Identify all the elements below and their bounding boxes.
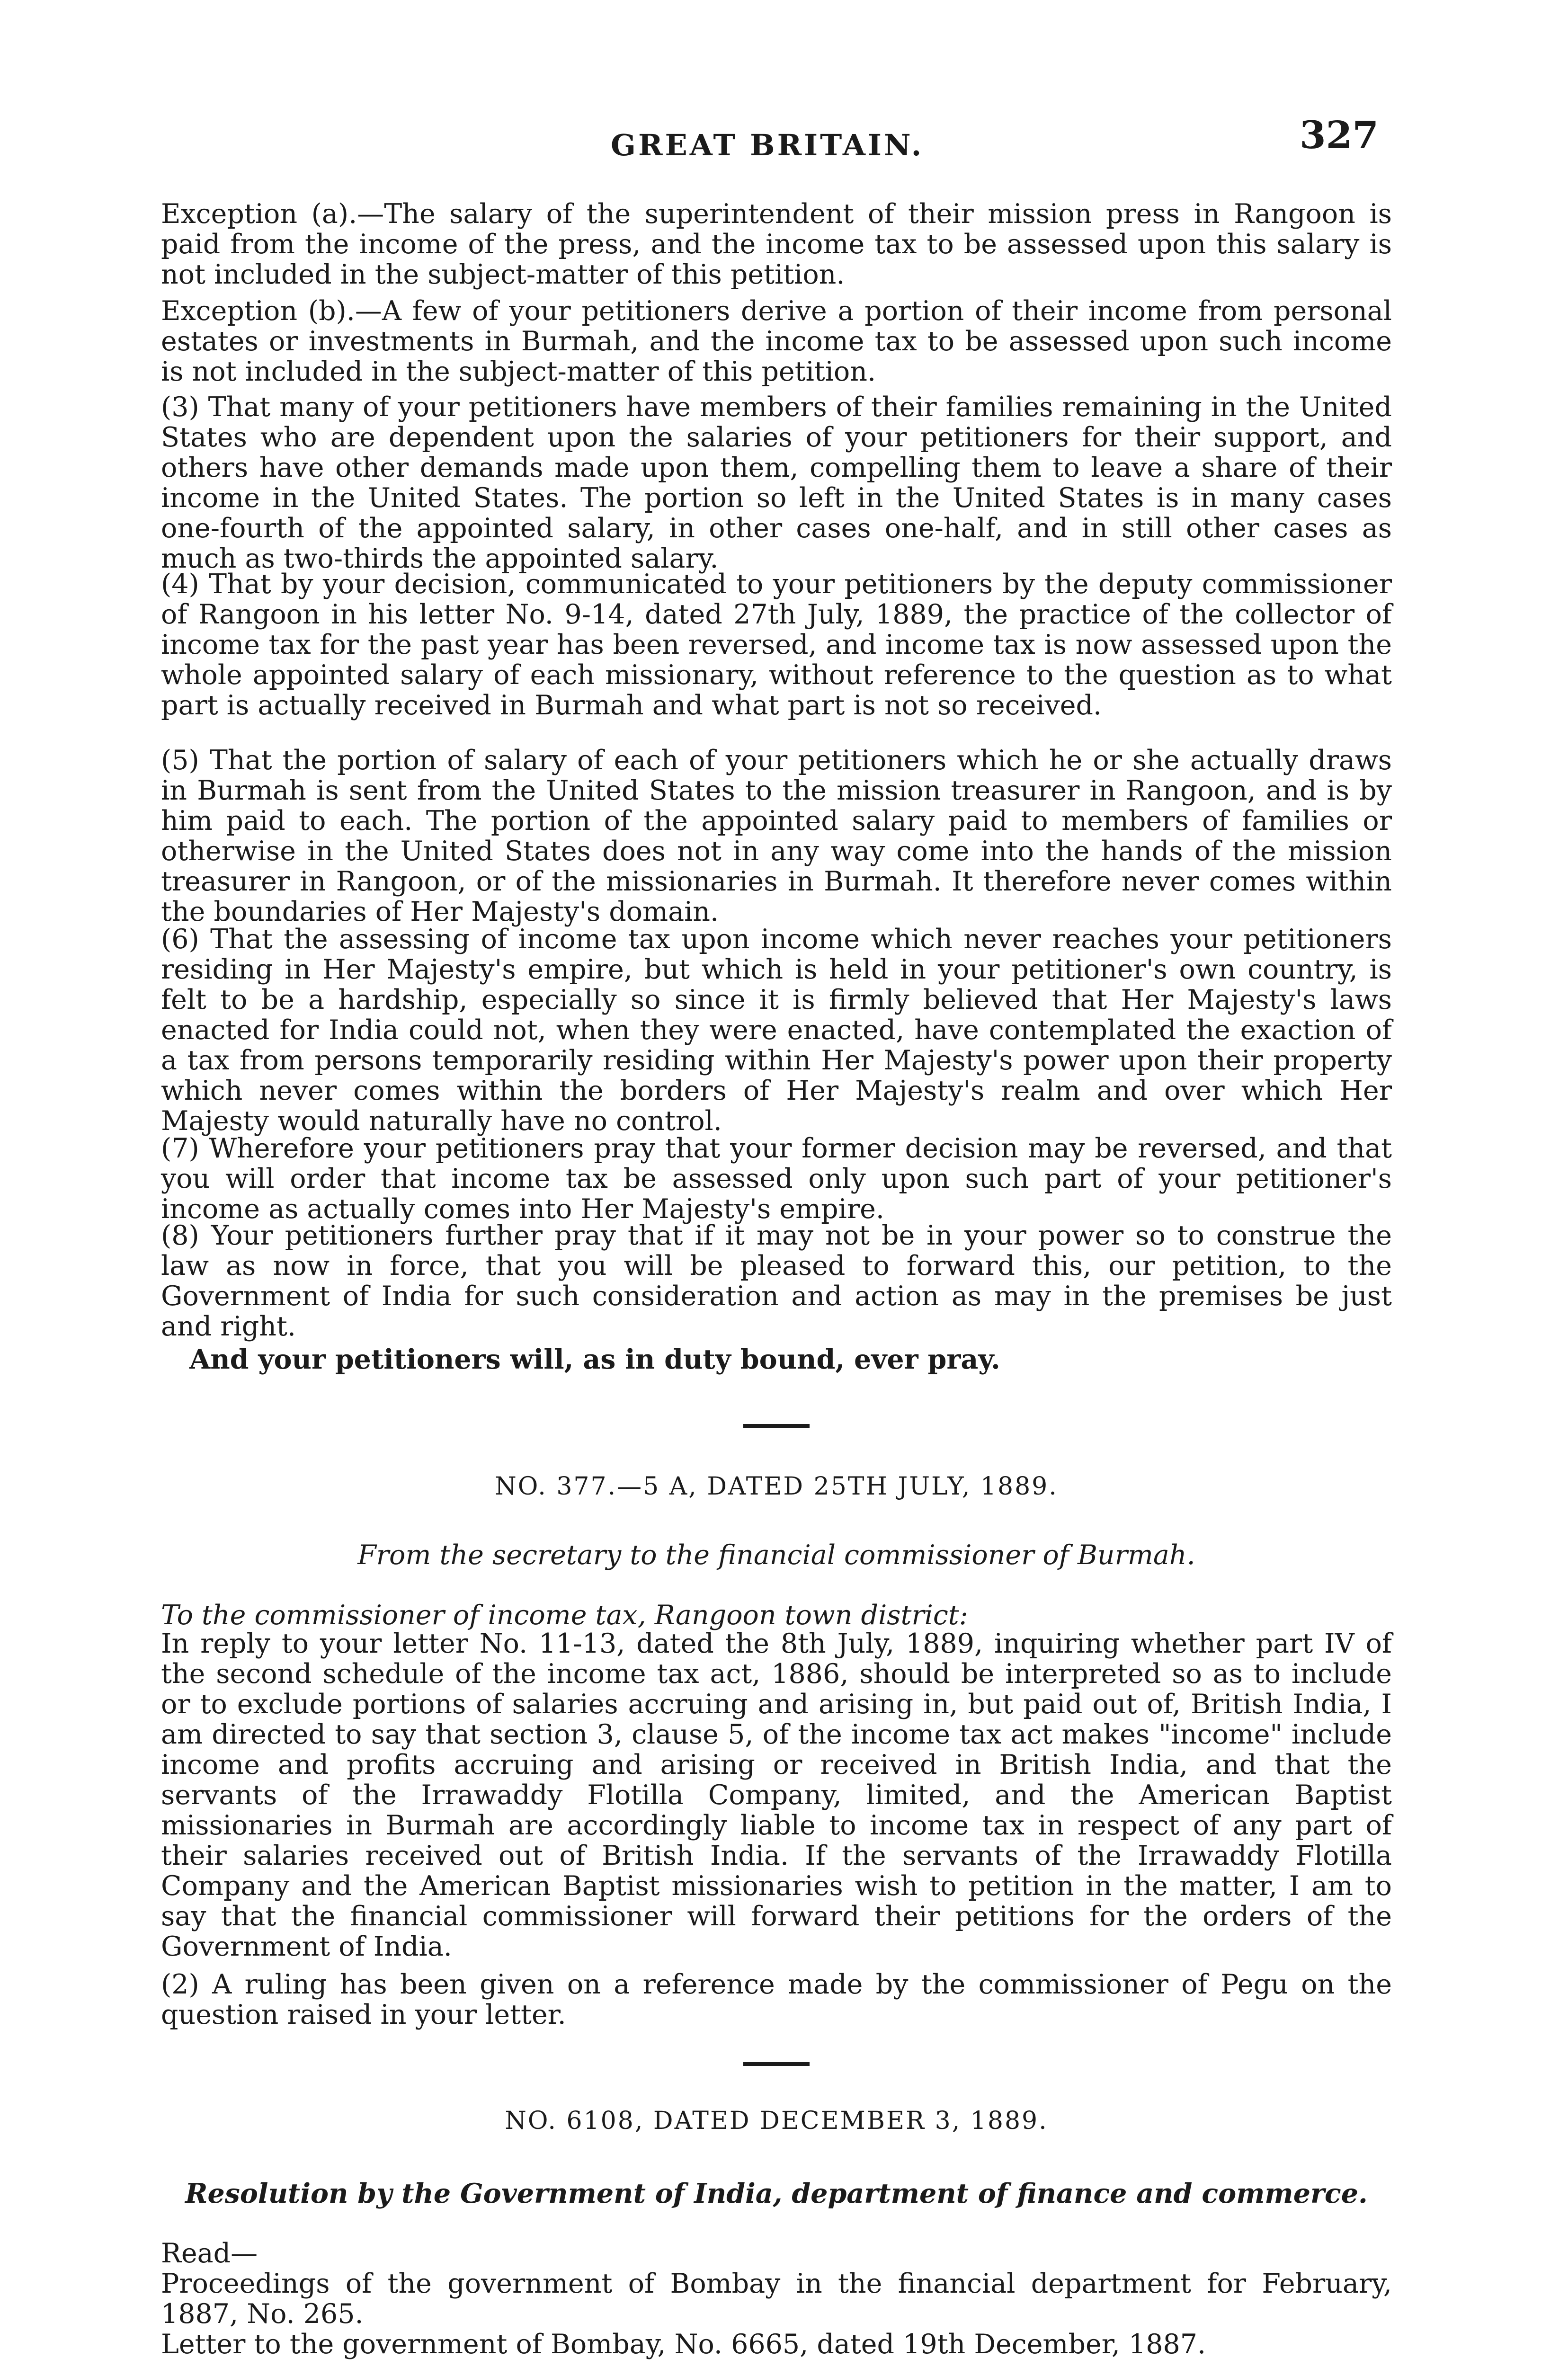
- resolution-read-label: Read—: [161, 2238, 258, 2269]
- petition-para-6: (6) That the assessing of income tax upon income which never reaches your petitioners residing in Her Majesty's empire, but which is held in your petitioner's own country, is felt to be a hardship, especially so since it is firmly believed that Her Majesty's laws enacted for India could not, when they were enacted, have contemplated the exaction of a tax from persons temporarily residing within Her Majesty's power upon their property which never comes within the borders of Her Majesty's realm and over which Her Majesty would naturally have no control.: [161, 924, 1392, 1137]
- petition-para-8: (8) Your petitioners further pray that if it may not be in your power so to construe the law as now in force, that you will be pleased to forward this, our petition, to the Government of India for such consideration and action as may in the premises be just and right.: [161, 1220, 1392, 1342]
- letter-377-heading: NO. 377.—5 A, DATED 25TH JULY, 1889.: [495, 1472, 1058, 1501]
- running-head: GREAT BRITAIN.: [611, 128, 924, 162]
- exception-b: Exception (b).—A few of your petitioners derive a portion of their income from personal estates or investments in Burmah, and the income tax to be assessed upon such income is not included in the subject-matter of this petition.: [161, 295, 1392, 387]
- letter-377-para-2: (2) A ruling has been given on a reference made by the commissioner of Pegu on the question raised in your letter.: [161, 1969, 1392, 2030]
- resolution-item-1: Proceedings of the government of Bombay in the financial department for February, 1887, No. 265.: [161, 2268, 1392, 2330]
- petition-closing: And your petitioners will, as in duty bound, ever pray.: [189, 1344, 1000, 1375]
- letter-377-from: From the secretary to the financial commissioner of Burmah.: [357, 1539, 1195, 1571]
- letter-377-para-1: In reply to your letter No. 11-13, dated the 8th July, 1889, inquiring whether part IV of the second schedule of the income tax act, 1886, should be interpreted so as to include or to exclude portions of salaries accruing and arising in, but paid out of, British India, I am directed to say that section 3, clause 5, of the income tax act makes "income" include income and profits accruing and arising or received in British India, and that the servants of the Irrawaddy Flotilla Company, limited, and the American Baptist missionaries in Burmah are accordingly liable to income tax in respect of any part of their salaries received out of British India. If the servants of the Irrawaddy Flotilla Company and the American Baptist missionaries wish to petition in the matter, I am to say that the financial commissioner will forward their petitions for the orders of the Government of India.: [161, 1628, 1392, 1962]
- resolution-title: Resolution by the Government of India, department of finance and commerce.: [185, 2178, 1368, 2209]
- page-number: 327: [1300, 113, 1379, 157]
- resolution-item-2: Letter to the government of Bombay, No. 6665, dated 19th December, 1887.: [161, 2329, 1206, 2360]
- petition-para-5: (5) That the portion of salary of each of your petitioners which he or she actually draws in Burmah is sent from the United States to the mission treasurer in Rangoon, and is by him paid to each. The portion of the appointed salary paid to members of families or otherwise in the United States does not in any way come into the hands of the mission treasurer in Rangoon, or of the missionaries in Burmah. It therefore never comes within the boundaries of Her Majesty's domain.: [161, 745, 1392, 927]
- resolution-heading: NO. 6108, DATED DECEMBER 3, 1889.: [505, 2107, 1048, 2135]
- section-divider: [743, 1424, 810, 1428]
- letter-377-to: To the commissioner of income tax, Rangoon town district:: [161, 1600, 968, 1631]
- section-divider: [743, 2062, 810, 2066]
- petition-para-4: (4) That by your decision, communicated to your petitioners by the deputy commissioner of Rangoon in his letter No. 9-14, dated 27th July, 1889, the practice of the collector of income tax for the past year has been reversed, and income tax is now assessed upon the whole appointed salary of each missionary, without reference to the question as to what part is actually received in Burmah and what part is not so received.: [161, 569, 1392, 721]
- exception-a: Exception (a).—The salary of the superintendent of their mission press in Rangoon is paid from the income of the press, and the income tax to be assessed upon this salary is not included in the subject-matter of this petition.: [161, 198, 1392, 290]
- petition-para-3: (3) That many of your petitioners have members of their families remaining in the United States who are dependent upon the salaries of your petitioners for their support, and others have other demands made upon them, compelling them to leave a share of their income in the United States. The portion so left in the United States is in many cases one-fourth of the appointed salary, in other cases one-half, and in still other cases as much as two-thirds the appointed salary.: [161, 392, 1392, 574]
- petition-para-7: (7) Wherefore your petitioners pray that your former decision may be reversed, and that you will order that income tax be assessed only upon such part of your petitioner's income as actually comes into Her Majesty's empire.: [161, 1133, 1392, 1225]
